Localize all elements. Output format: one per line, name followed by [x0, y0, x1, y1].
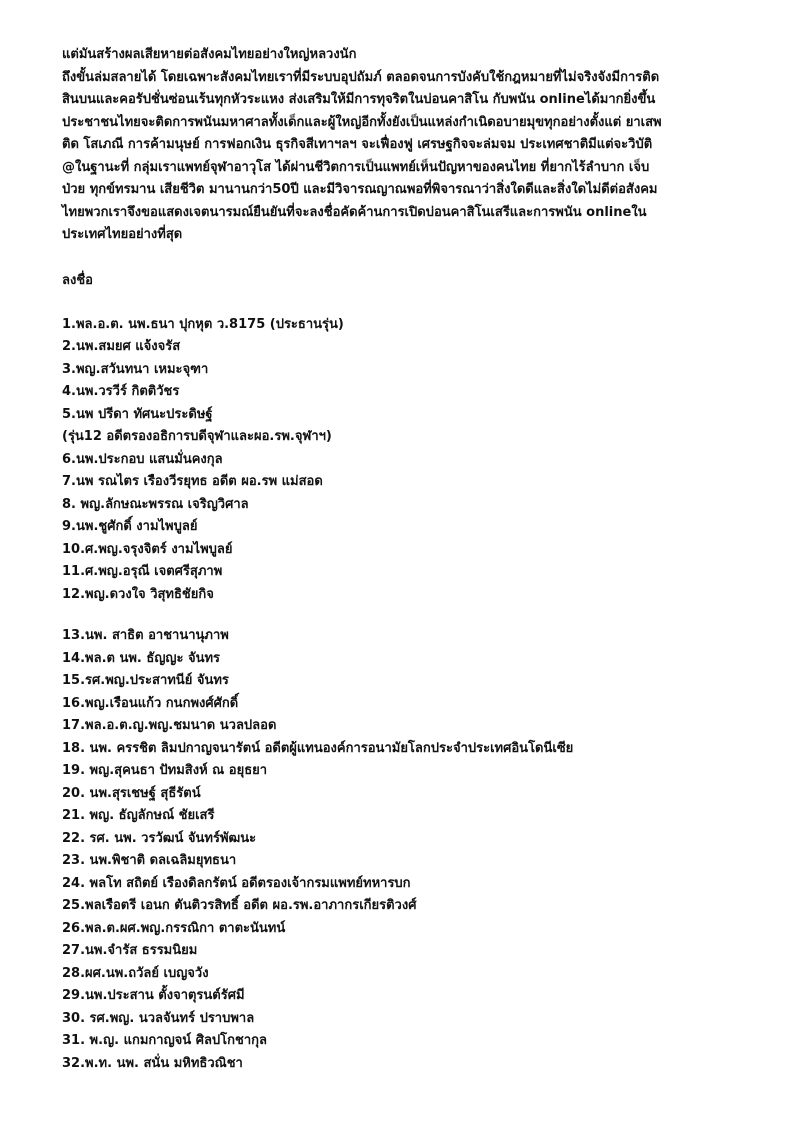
signatory-item: 22. รศ. นพ. วรวัฒน์ จันทร์พัฒนะ: [62, 830, 257, 846]
signatory-item: 19. พญ.สุคนธา ปัทมสิงห์ ณ อยุธยา: [62, 763, 268, 778]
signatory-item: 5.นพ ปรีดา ทัศนะประดิษฐ์: [62, 406, 213, 422]
signatory-item: 1.พล.อ.ต. นพ.ธนา ปุกหุต ว.8175 (ประธานรุ่น): [62, 316, 344, 332]
document-page: [62, 44, 762, 1075]
intro-line: ป่วย ทุกข์ทรมาน เสียชีวิต มานานกว่า50ปี และมีวิจารณญาณพอที่พิจารณาว่าสิ่งใดดีและสิ่งใดไม่ดีต่อสังคม: [62, 182, 658, 197]
intro-line: ติด โสเภณี การค้ามนุษย์ การฟอกเงิน ธุรกิจสีเทาฯลฯ จะเฟื่องฟู เศรษฐกิจจะล่มจม ประเทศชาติมีแต่จะวิบัติ: [62, 137, 653, 152]
signatory-item: 16.พญ.เรือนแก้ว กนกพงศ์ศักดิ์: [62, 695, 239, 711]
signatory-item: 13.นพ. สาธิต อาชานานุภาพ: [62, 628, 229, 643]
signatory-item: 7.นพ รณไตร เรืองวีรยุทธ อดีต ผอ.รพ แม่สอด: [62, 474, 323, 489]
intro-line: ไทยพวกเราจึงขอแสดงเจตนารมณ์ยืนยันที่จะลงชื่อคัดค้านการเปิดบ่อนคาสิโนเสรีและการพนัน onlineใน: [62, 204, 647, 220]
signatory-item: 6.นพ.ประกอบ แสนมั่นคงกุล: [62, 451, 223, 467]
intro-line: สินบนและคอรัปชั่นซ่อนเร้นทุกหัวระแหง ส่งเสริมให้มีการทุจริตในบ่อนคาสิโน กับพนัน onlineได้มากยิ่งขึ้น: [62, 92, 656, 107]
signatory-item: 32.พ.ท. นพ. สนั่น มหิทธิวณิชา: [62, 1055, 243, 1071]
intro-line: ประเทศไทยอย่างที่สุด: [62, 227, 183, 242]
intro-line: ประชาชนไทยจะติดการพนันมหาศาลทั้งเด็กและผู้ใหญ่อีกทั้งยังเป็นแหล่งกำเนิดอบายมุขทุกอย่างตั้งแต่ ยาเสพ: [62, 114, 662, 130]
signatory-item: 12.พญ.ดวงใจ วิสุทธิชัยกิจ: [62, 586, 214, 602]
signatory-item: 17.พล.อ.ต.ญ.พญ.ชมนาด นวลปลอด: [62, 718, 277, 733]
intro-line: แต่มันสร้างผลเสียหายต่อสังคมไทยอย่างใหญ่หลวงนัก: [62, 47, 357, 62]
signatory-item: 14.พล.ต นพ. ธัญญะ จันทร: [62, 650, 221, 666]
intro-line: @ในฐานะที่ กลุ่มเราแพทย์จุฬาอาวุโส ได้ผ่านชีวิตการเป็นแพทย์เห็นปัญหาของคนไทย ที่ยากไร้ลำบาก เจ็บ: [62, 159, 650, 175]
signatory-item: 11.ศ.พญ.อรุณี เจตศรีสุภาพ: [62, 564, 223, 579]
signatory-item: 26.พล.ต.ผศ.พญ.กรรณิกา ตาตะนันทน์: [62, 920, 286, 936]
signatory-item: 3.พญ.สวันทนา เหมะจุฑา: [62, 361, 209, 377]
signatory-item: 31. พ.ญ. แกมกาญจน์ ศิลปโกชากุล: [62, 1033, 267, 1048]
signatory-item: 30. รศ.พญ. นวลจันทร์ ปราบพาล: [62, 1010, 255, 1026]
intro-paragraph: [62, 44, 762, 247]
list-spacer: [62, 606, 762, 625]
signatory-item: 28.ผศ.นพ.ถวัลย์ เบญจวัง: [62, 965, 209, 981]
signatory-item: 4.นพ.วรวีร์ กิตติวัชร: [62, 384, 180, 399]
signatory-item: 27.นพ.จำรัส ธรรมนิยม: [62, 943, 198, 958]
signatory-item: 21. พญ. ธัญลักษณ์ ชัยเสรี: [62, 808, 215, 823]
signatory-list: [62, 314, 762, 1076]
signatory-item: 20. นพ.สุรเชษฐ์ สุธีรัตน์: [62, 785, 201, 801]
signatory-item: 18. นพ. ครรชิต ลิมปกาญจนารัตน์ อดีตผู้แทนองค์การอนามัยโลกประจำประเทศอินโดนีเซีย: [62, 740, 574, 756]
signatory-item: 24. พลโท สถิตย์ เรืองดิลกรัตน์ อดีตรองเจ้ากรมแพทย์ทหารบก: [62, 875, 411, 891]
signature-heading: ลงชื่อ: [62, 272, 93, 288]
signatory-item: 15.รศ.พญ.ประสาทนีย์ จันทร: [62, 673, 229, 688]
signatory-item: 9.นพ.ชูศักดิ์ งามไพบูลย์: [62, 519, 198, 534]
signatory-item: 10.ศ.พญ.จรุงจิตร์ งามไพบูลย์: [62, 541, 233, 557]
signatory-item: 25.พลเรือตรี เอนก ตันติวรสิทธิ์ อดีต ผอ.รพ.อาภากรเกียรติวงศ์: [62, 898, 417, 913]
signatory-item: 29.นพ.ประสาน ตั้งจาตุรนต์รัศมี: [62, 988, 245, 1003]
signatory-item: (รุ่น12 อดีตรองอธิการบดีจุฬาและผอ.รพ.จุฬาฯ): [62, 429, 332, 444]
signatory-item: 8. พญ.ลักษณะพรรณ เจริญวิศาล: [62, 496, 249, 512]
signatory-item: 23. นพ.พิชาติ ดลเฉลิมยุทธนา: [62, 853, 237, 868]
intro-line: ถึงขั้นล่มสลายได้ โดยเฉพาะสังคมไทยเราที่มีระบบอุปถัมภ์ ตลอดจนการบังคับใช้กฎหมายที่ไม่จริงจังมีการติด: [62, 69, 660, 85]
signatory-item: 2.นพ.สมยศ แจ้งจรัส: [62, 339, 181, 354]
